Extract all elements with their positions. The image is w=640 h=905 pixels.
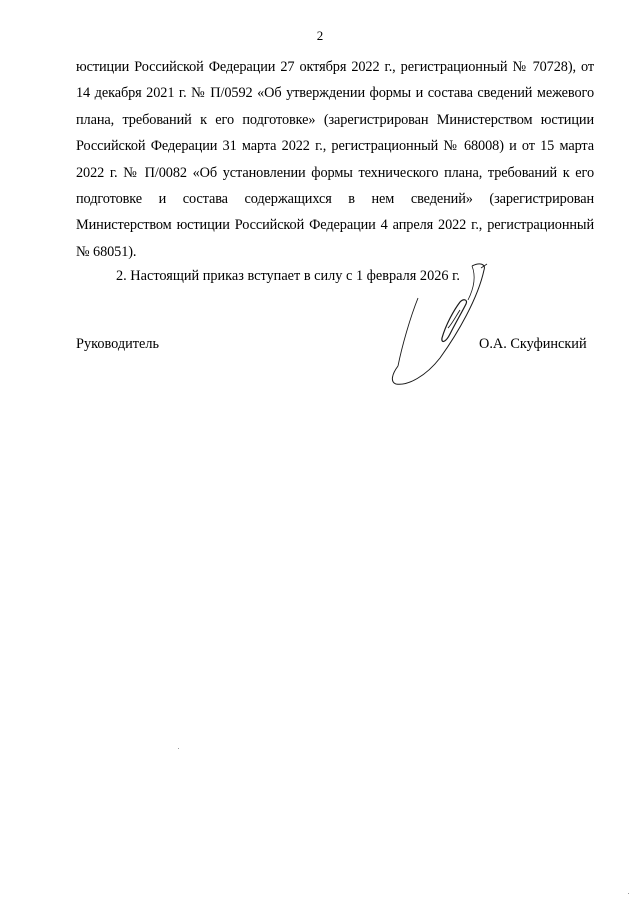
body-paragraph-1: юстиции Российской Федерации 27 октября 2022 г., регистрационный № 70728), от 14 декабря 2021 г. № П/0592 «Об утверждении формы и состава сведений межевого плана, требований к его подготовке» (зарегистрирован Министерством юстиции Российской Федерации 31 марта 2022 г., регистрационный № 68008) и от 15 марта 2022 г. № П/0082 «Об установлении формы технического плана, требований к его подготовке и состава содержащихся в нем сведений» (зарегистрирован Министерством юстиции Российской Федерации 4 апреля 2022 г., регистрационный № 68051). [76,59,594,260]
scan-speck [628,893,629,894]
signer-name: О.А. Скуфинский [479,336,587,352]
scan-speck [178,748,179,749]
signer-role: Руководитель [76,336,160,352]
handwritten-signature [388,258,498,398]
body-paragraph-2: 2. Настоящий приказ вступает в силу с 1 февраля 2026 г. [116,268,460,284]
page-number: 2 [316,28,324,43]
